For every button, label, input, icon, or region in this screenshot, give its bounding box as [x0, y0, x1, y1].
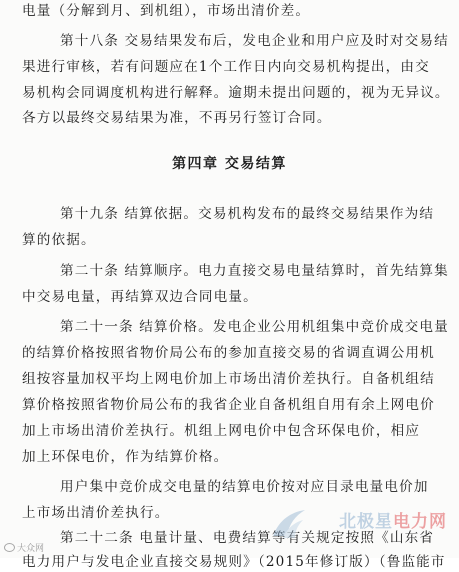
text-line: 加上市场出清价差执行。机组上网电价中包含环保电价，相应	[22, 423, 421, 439]
text-line: 电量（分解到月、到机组），市场出清价差。	[22, 3, 311, 19]
text-line: 中交易电量，再结算双边合同电量。	[22, 289, 258, 305]
article-19-line-1: 第十九条 结算依据。交易机构发布的最终交易结果作为结	[60, 206, 435, 222]
article-22-line-1: 第二十二条 电量计量、电费结算等有关规定按照《山东省	[60, 530, 435, 546]
source-tag-label: 大众网	[17, 544, 45, 554]
user-settlement-line-1: 用户集中竞价成交电量的结算电价按对应目录电量电价加	[60, 479, 429, 495]
watermark-logo-icon	[269, 506, 309, 542]
text-line: 各方以最终交易结果为准，不再另行签订合同。	[22, 110, 332, 126]
source-tag	[4, 541, 44, 554]
text-line: 易机构会同调度机构进行解释。逾期未提出问题的，视为无异议。	[22, 85, 450, 101]
article-18-line-1: 第十八条 交易结果发布后，发电企业和用户应及时对交易结	[60, 33, 449, 49]
article-21-line-1: 第二十一条 结算价格。发电企业公用机组集中竞价成交电量	[60, 319, 449, 335]
text-line: 算价格按照省物价局公布的我省企业自备机组自用有余上网电价	[22, 397, 435, 413]
article-20-line-1: 第二十条 结算顺序。电力直接交易电量结算时，首先结算集	[60, 263, 449, 279]
watermark-part-a: 北极星	[339, 512, 393, 532]
text-line: 组按容量加权平均上网电价加上市场出清价差执行。自备机组结	[22, 371, 435, 387]
text-line: 上市场出清价差执行。	[22, 505, 170, 521]
text-line: 加上环保电价，作为结算价格。	[22, 449, 229, 465]
wechat-icon	[4, 543, 15, 552]
watermark	[339, 507, 447, 532]
chapter-heading: 第四章 交易结算	[172, 156, 287, 172]
text-line: 果进行审核，若有问题应在1个工作日内向交易机构提出，由交	[22, 59, 430, 75]
text-line: 算的依据。	[22, 232, 96, 248]
watermark-part-b: 电力网	[393, 512, 447, 532]
text-line: 电力用户与发电企业直接交易规则》（2015年修订版）（鲁监能市	[22, 554, 446, 570]
text-line: 的结算价格按照省物价局公布的参加直接交易的省调直调公用机	[22, 345, 435, 361]
